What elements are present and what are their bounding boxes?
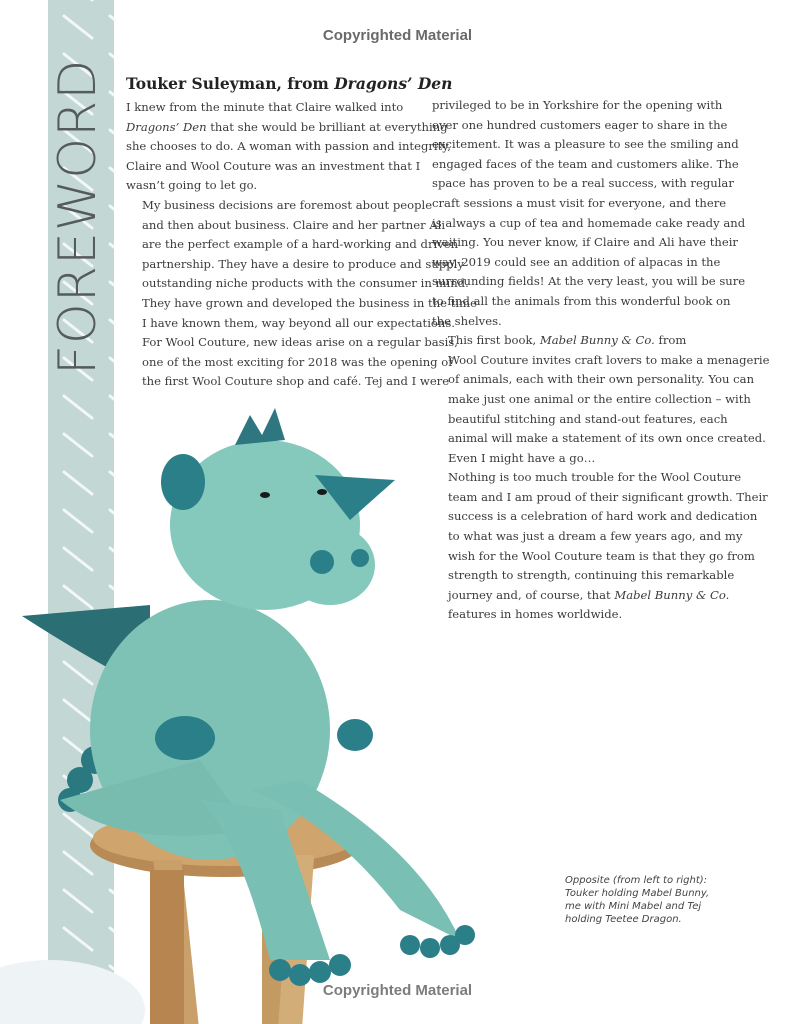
text-line: to what was just a dream a few years ago, and my bbox=[448, 529, 743, 544]
dragon-nostril bbox=[310, 550, 334, 574]
copyright-watermark-bottom: Copyrighted Material bbox=[322, 982, 473, 999]
caption-line: holding Teetee Dragon. bbox=[565, 914, 682, 925]
text-line: one of the most exciting for 2018 was the opening of bbox=[142, 354, 453, 369]
text-line: wasn’t going to let go. bbox=[126, 178, 258, 193]
text-line: This first book, Mabel Bunny & Co. from bbox=[448, 333, 687, 348]
text-line: They have grown and developed the business in the time bbox=[142, 295, 477, 310]
text-line: journey and, of course, that Mabel Bunny & Co. bbox=[448, 587, 730, 602]
text-line: Dragons’ Den that she would be brilliant at everything bbox=[126, 119, 448, 134]
text-line: excitement. It was a pleasure to see the smiling and bbox=[432, 137, 739, 152]
text-line: the shelves. bbox=[432, 313, 502, 328]
text-line: space has proven to be a real success, with regular bbox=[432, 176, 734, 191]
stripe bbox=[110, 168, 114, 190]
caption-line: Touker holding Mabel Bunny, bbox=[565, 888, 710, 899]
stripe bbox=[110, 130, 114, 152]
dragon-crest bbox=[235, 408, 285, 445]
text-line: My business decisions are foremost about people bbox=[142, 197, 433, 212]
heading-show-title: Dragons’ Den bbox=[334, 74, 453, 93]
text-line: she chooses to do. A woman with passion and integrity, bbox=[126, 139, 451, 154]
text-line: For Wool Couture, new ideas arise on a regular basis, bbox=[142, 335, 458, 350]
text-line: features in homes worldwide. bbox=[448, 607, 623, 622]
text-line: beautiful stitching and stand-out features, each bbox=[448, 411, 728, 426]
stripe bbox=[110, 244, 114, 266]
text-line: Nothing is too much trouble for the Wool Couture bbox=[448, 470, 742, 485]
text-line: are the perfect example of a hard-working and driven bbox=[142, 237, 459, 252]
text-line: partnership. They have a desire to produce and supply bbox=[142, 256, 464, 271]
stripe bbox=[110, 54, 114, 76]
text-line: surrounding fields! At the very least, you will be sure bbox=[432, 274, 746, 289]
text-line: is always a cup of tea and homemade cake ready and bbox=[432, 215, 746, 230]
text-line: and then about business. Claire and her partner Ali bbox=[142, 217, 446, 232]
stripe bbox=[110, 358, 114, 380]
text-line: way, 2019 could see an addition of alpacas in the bbox=[432, 254, 721, 269]
text-line: animal will make a statement of its own once created. bbox=[448, 431, 766, 446]
paragraph bbox=[126, 98, 451, 196]
paragraph bbox=[432, 96, 746, 331]
text-line: I have known them, way beyond all our expectations. bbox=[142, 315, 455, 330]
caption-line: Opposite (from left to right): bbox=[565, 875, 708, 886]
stripe bbox=[110, 320, 114, 342]
text-line: Even I might have a go… bbox=[448, 450, 596, 465]
text-line: the first Wool Couture shop and café. Tej and I were bbox=[142, 374, 450, 389]
section-title-vertical: FOREWORD bbox=[48, 58, 108, 375]
caption-line: me with Mini Mabel and Tej bbox=[565, 901, 702, 912]
text-line: strength to strength, continuing this remarkable bbox=[448, 568, 735, 583]
text-line: to find all the animals from this wonderful book on bbox=[432, 293, 731, 308]
text-line: waiting. You never know, if Claire and Ali have their bbox=[432, 235, 738, 250]
dragon-arm-left bbox=[155, 716, 215, 760]
stripe bbox=[110, 92, 114, 114]
stripe bbox=[110, 206, 114, 228]
text-line: outstanding niche products with the consumer in mind. bbox=[142, 276, 469, 291]
article-heading bbox=[126, 74, 452, 93]
text-line: team and I am proud of their significant growth. Their bbox=[448, 489, 768, 504]
text-line: make just one animal or the entire collection – with bbox=[448, 391, 751, 406]
text-line: over one hundred customers eager to share in the bbox=[432, 117, 728, 132]
dragon-photo bbox=[0, 400, 500, 1024]
paragraph bbox=[126, 333, 458, 392]
photo-caption bbox=[565, 874, 765, 926]
stripe bbox=[110, 282, 114, 304]
text-line: Claire and Wool Couture was an investment that I bbox=[126, 158, 421, 173]
dragon-ear-left bbox=[161, 454, 205, 510]
text-line: of animals, each with their own personality. You can bbox=[448, 372, 755, 387]
text-line: I knew from the minute that Claire walked into bbox=[126, 100, 404, 114]
heading-author: Touker Suleyman, from bbox=[126, 74, 335, 93]
text-line: engaged faces of the team and customers alike. The bbox=[432, 156, 739, 171]
text-line: Wool Couture invites craft lovers to make a menagerie bbox=[448, 352, 770, 367]
text-line: success is a celebration of hard work and dedication bbox=[448, 509, 758, 524]
copyright-watermark-top: Copyrighted Material bbox=[322, 27, 473, 44]
dragon-arm-right bbox=[337, 719, 373, 751]
text-line: privileged to be in Yorkshire for the opening with bbox=[432, 98, 723, 112]
text-line: craft sessions a must visit for everyone, and there bbox=[432, 195, 727, 210]
dragon-eye bbox=[260, 492, 270, 498]
text-line: wish for the Wool Couture team is that they go from bbox=[448, 548, 755, 563]
